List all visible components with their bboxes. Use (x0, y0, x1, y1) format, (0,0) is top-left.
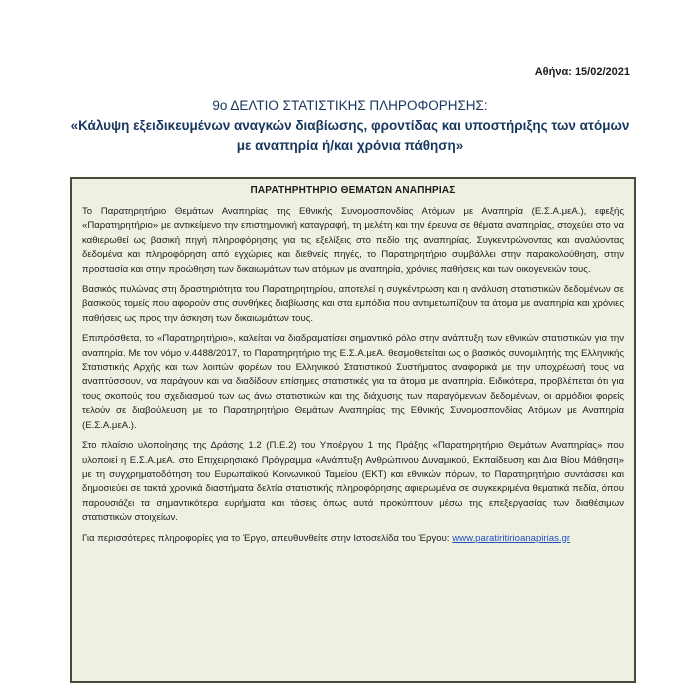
document-date: Αθήνα: 15/02/2021 (534, 66, 630, 78)
observatory-info-box (70, 177, 636, 683)
bulletin-title-line-2: «Κάλυψη εξειδικευμένων αναγκών διαβίωσης, φροντίδας και υποστήριξης των ατόμων με αναπηρία ή/και χρόνια πάθηση» (70, 118, 630, 153)
paragraph-2: Βασικός πυλώνας στη δραστηριότητα του Παρατηρητηρίου, αποτελεί η συγκέντρωση και η ανάλυση στατιστικών δεδομένων σε βασικούς τομείς που αφορούν στις συνθήκες διαβίωσης και στα εμπόδια που αντιμετωπίζουν τα άτομα με αναπηρία και χρόνιες παθήσεις ως προς την άσκηση των δικαιωμάτων τους. (82, 284, 624, 324)
box-heading: ΠΑΡΑΤΗΡΗΤΗΡΙΟ ΘΕΜΑΤΩΝ ΑΝΑΠΗΡΙΑΣ (250, 185, 456, 196)
footer-text: Για περισσότερες πληροφορίες για το Έργο, απευθυνθείτε στην Ιστοσελίδα του Έργου: (82, 532, 450, 544)
bulletin-title (70, 96, 630, 156)
bulletin-title-line-1: 9ο ΔΕΛΤΙΟ ΣΤΑΤΙΣΤΙΚΗΣ ΠΛΗΡΟΦΟΡΗΣΗΣ: (212, 98, 488, 113)
project-website-link[interactable]: www.paratiritirioanapirias.gr (452, 532, 571, 544)
footer-paragraph (82, 532, 624, 546)
paragraph-1: Το Παρατηρητήριο Θεμάτων Αναπηρίας της Εθνικής Συνομοσπονδίας Ατόμων με Αναπηρία (Ε.Σ.Α.μεΑ.), εφεξής «Παρατηρητήριο» με αντικείμενο την επιστημονική καταγραφή, τη μελέτη και την έρευνα σε θέματα αναπηρίας, στοχεύει στο να καθιερωθεί ως βασική πηγή πληροφόρησης για τις εξελίξεις στο πεδίο της αναπηρίας. Συγκεντρώνοντας και αναλύοντας δεδομένα και πληροφόρηση από εγχώριες και διεθνείς πηγές, το Παρατηρητήριο συμβάλλει στην παρακολούθηση, στην προστασία και στην προώθηση των δικαιωμάτων των ατόμων με αναπηρία, χρόνιες παθήσεις και των οικογενειών τους. (82, 206, 624, 275)
paragraph-4: Στο πλαίσιο υλοποίησης της Δράσης 1.2 (Π.Ε.2) του Υποέργου 1 της Πράξης «Παρατηρητήριο Θεμάτων Αναπηρίας» που υλοποιεί η Ε.Σ.Α.μεΑ. στο Επιχειρησιακό Πρόγραμμα «Ανάπτυξη Ανθρώπινου Δυναμικού, Εκπαίδευση και Δια Βίου Μάθηση» με τη συγχρηματοδότηση του Ευρωπαϊκού Κοινωνικού Ταμείου (ΕΚΤ) και εθνικών πόρων, το Παρατηρητήριο συντάσσει και δημοσιεύει σε τακτά χρονικά διαστήματα δελτία στατιστικής πληροφόρησης αφιερωμένα σε συγκεκριμένα θεματικά πεδία, όπου παρουσιάζει τα σημαντικότερα ευρήματα και τάσεις όπως αυτά προκύπτουν μέσω της επεξεργασίας των διαθέσιμων στατιστικών στοιχείων. (82, 440, 624, 524)
paragraph-3: Επιπρόσθετα, το «Παρατηρητήριο», καλείται να διαδραματίσει σημαντικό ρόλο στην ανάπτυξη των εθνικών στατιστικών για την αναπηρία. Με τον νόμο ν.4488/2017, το Παρατηρητήριο της Ε.Σ.Α.μεΑ. θεσμοθετείται ως ο βασικός συνομιλητής της Ελληνικής Στατιστικής Αρχής και των λοιπών φορέων του Ελληνικού Στατιστικού Συστήματος αναφορικά με την υποχρέωσή τους να αναπτύσσουν, να παράγουν και να διαδίδουν επίσημες στατιστικές για τα άτομα με αναπηρία. Ειδικότερα, προβλέπεται ότι για τους σκοπούς του σχεδιασμού των ως άνω στατιστικών και της διάχυσης των παραγόμενων δεδομένων, οι αρμόδιοι φορείς τελούν σε διαβούλευση με το Παρατηρητήριο Θεμάτων Αναπηρίας της Εθνικής Συνομοσπονδίας Ατόμων με Αναπηρία (Ε.Σ.Α.μεΑ.). (82, 333, 624, 431)
